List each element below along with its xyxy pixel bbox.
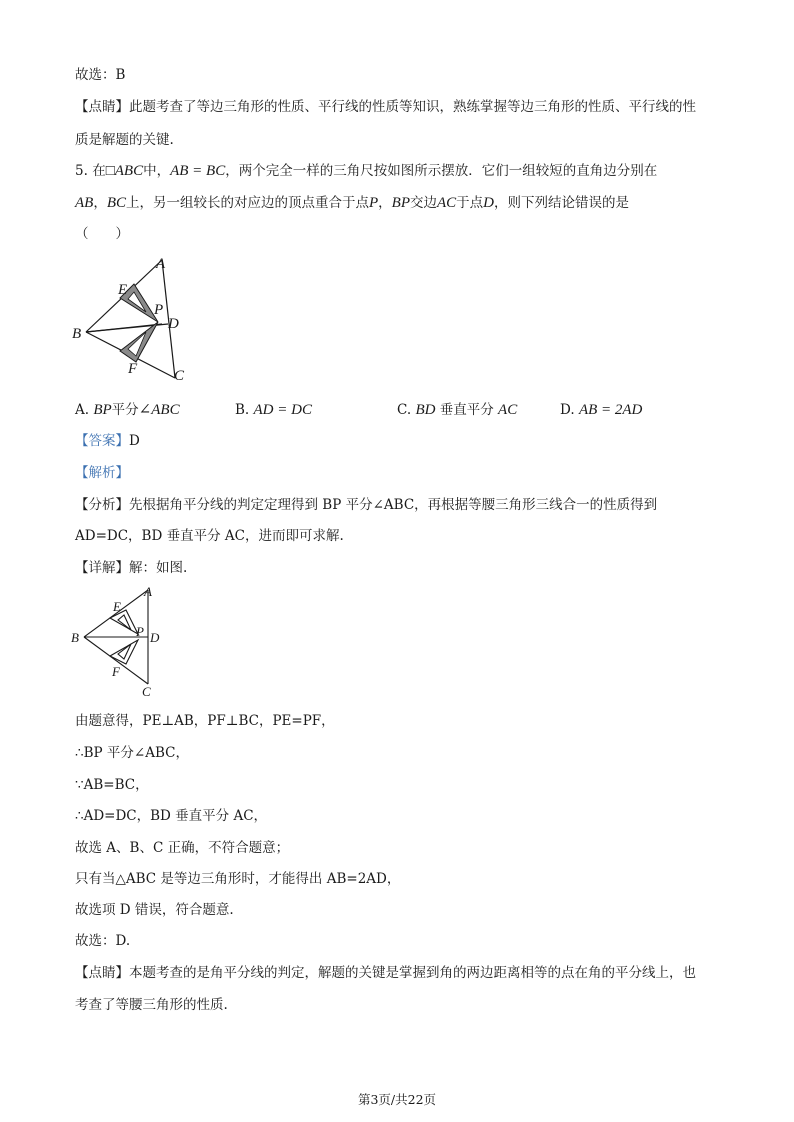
option-math: AB = 2AD [578, 402, 643, 418]
fenxi-text: 先根据角平分线的判定定理得到 BP 平分∠ABC，再根据等腰三角形三线合一的性质得到 [129, 497, 658, 513]
q-text: ，两个完全一样的三角尺按如图所示摆放．它们一组较短的直角边分别在 [225, 163, 658, 179]
fig-label-d: D [168, 316, 179, 332]
option-key: B. [235, 402, 250, 418]
option-b [235, 401, 312, 419]
final-comment-line2: 考查了等腰三角形的性质. [75, 997, 228, 1013]
option-math: AC [498, 402, 518, 418]
q-text: 在 [92, 163, 106, 179]
option-math: AD = DC [253, 402, 312, 418]
fig-label-e: E [118, 282, 128, 298]
step-2: ∴BP 平分∠ABC， [75, 745, 189, 761]
q-math-bc: BC [106, 195, 126, 211]
prev-comment-line2: 质是解题的关键. [75, 132, 174, 148]
q-text: ，则下列结论错误的是 [494, 195, 630, 211]
fenxi-line1 [75, 496, 657, 514]
option-key: D. [560, 402, 575, 418]
step-4: ∴AD=DC，BD 垂直平分 AC， [75, 808, 268, 824]
fig-label-f: F [128, 361, 138, 377]
fig2-label-f: F [112, 664, 120, 679]
option-math: BP [93, 402, 112, 418]
xiangjie-label: 【详解】 [75, 560, 129, 576]
prev-comment-label: 【点睛】 [75, 99, 129, 115]
option-a [75, 401, 180, 419]
question-number: 5. [75, 163, 88, 179]
question-line1 [75, 162, 657, 180]
option-d [560, 401, 642, 419]
q-text: ， [378, 195, 392, 211]
prev-answer: 故选：B [75, 67, 126, 83]
q-math-ab: AB [75, 195, 94, 211]
question-line2 [75, 194, 629, 212]
fig-label-b: B [72, 326, 82, 342]
fig2-label-a: A [144, 584, 152, 599]
fig2-label-b: B [71, 630, 79, 645]
fig2-label-c: C [142, 684, 151, 698]
fig2-label-d: D [150, 630, 160, 645]
question-paren: （ ） [75, 226, 129, 242]
answer-line [75, 432, 140, 450]
final-comment-text: 本题考查的是角平分线的判定，解题的关键是掌握到角的两边距离相等的点在角的平分线上，也 [129, 965, 696, 981]
fig2-label-p: P [136, 624, 144, 639]
q-text: ， [93, 195, 107, 211]
fig2-label-e: E [113, 599, 121, 614]
final-comment-line1 [75, 964, 696, 982]
option-math: BD [415, 402, 436, 418]
q-text: 交边 [410, 195, 437, 211]
step-5: 故选 A、B、C 正确，不符合题意； [75, 840, 290, 856]
q-math-tri: □ABC [105, 163, 144, 179]
q-math-eq: AB = BC [170, 163, 226, 179]
q-text: 于点 [456, 195, 484, 211]
solution-figure [68, 584, 178, 698]
step-6: 只有当△ABC 是等边三角形时，才能得出 AB=2AD， [75, 871, 401, 887]
option-key: C. [397, 402, 412, 418]
fenxi-label: 【分析】 [75, 497, 129, 513]
fig-label-c: C [174, 368, 185, 384]
option-text: 垂直平分 [439, 402, 494, 418]
fig-label-p: P [154, 302, 164, 318]
fenxi-line2: AD=DC，BD 垂直平分 AC，进而即可求解. [75, 528, 344, 544]
option-key: A. [75, 402, 90, 418]
option-math: ∠ABC [138, 402, 180, 418]
option-c [397, 401, 517, 419]
q-math-d: D [483, 195, 495, 211]
step-3: ∵AB=BC， [75, 777, 149, 793]
answer-label: 【答案】 [75, 433, 129, 449]
q-math-p: P [369, 195, 379, 211]
step-7: 故选项 D 错误，符合题意. [75, 902, 234, 918]
question-figure [70, 254, 200, 386]
q-text: 中， [143, 163, 171, 179]
analysis-label: 【解析】 [75, 465, 129, 481]
prev-comment-line1 [75, 98, 696, 116]
prev-comment-text: 此题考查了等边三角形的性质、平行线的性质等知识，熟练掌握等边三角形的性质、平行线的性 [129, 99, 696, 115]
page-number: 第3页/共22页 [357, 1092, 437, 1107]
xiangjie-text: 解：如图. [129, 560, 188, 576]
final-comment-label: 【点睛】 [75, 965, 129, 981]
step-8: 故选：D. [75, 933, 131, 949]
option-text: 平分 [111, 402, 139, 418]
answer-value: D [129, 433, 140, 449]
q-math-ac: AC [437, 195, 457, 211]
step-1: 由题意得，PE⊥AB，PF⊥BC，PE=PF， [75, 713, 335, 729]
q-math-bp: BP [391, 195, 410, 211]
xiangjie-line [75, 559, 187, 577]
q-text: 上，另一组较长的对应边的顶点重合于点 [126, 195, 369, 211]
fig-label-a: A [156, 256, 166, 272]
